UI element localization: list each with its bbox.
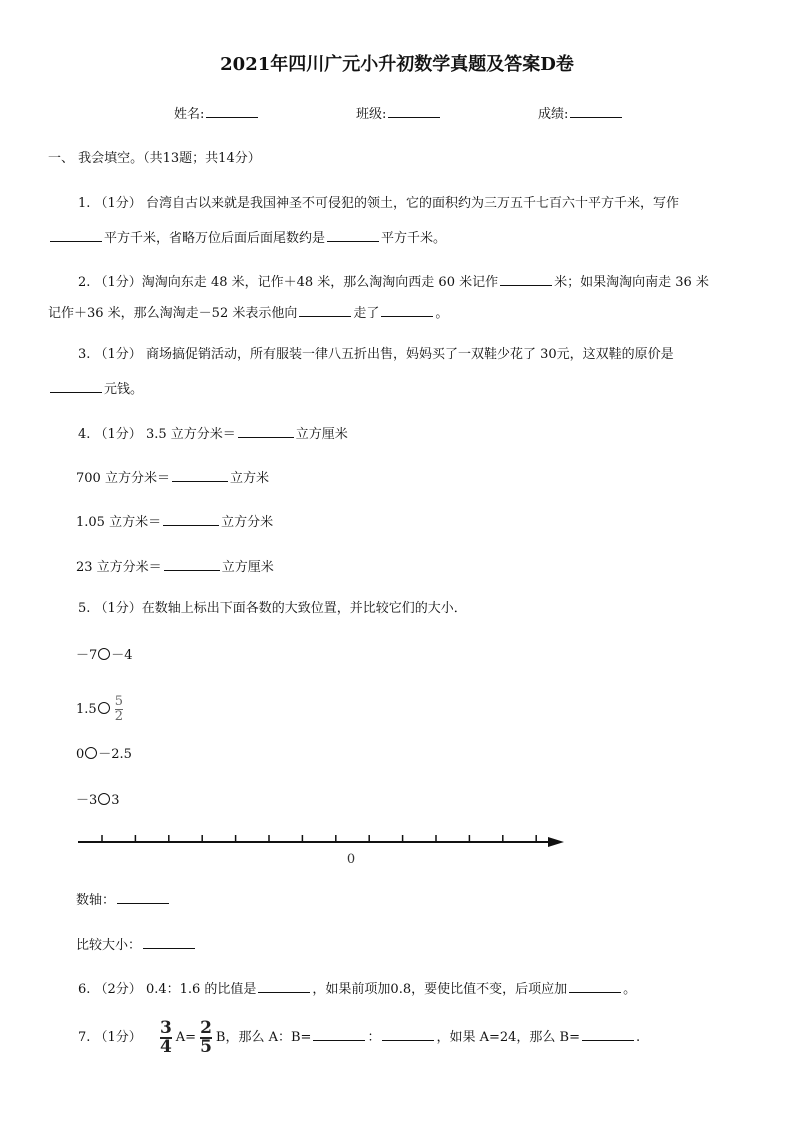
q5-r3-right: －2.5	[98, 747, 132, 762]
q4-text-b2: 立方米	[229, 471, 269, 486]
q7-f2-num: 2	[200, 1017, 212, 1038]
q5-r1-right: －4	[111, 648, 133, 663]
q5-compare-blank[interactable]	[143, 934, 195, 949]
score-label: 成绩:	[538, 107, 569, 122]
q3-blank-1[interactable]	[50, 378, 102, 393]
q7-blank-3[interactable]	[582, 1026, 634, 1041]
q2-text-b: 米；如果淘淘向南走 36 米	[554, 275, 709, 290]
q4-text-a2: 立方厘米	[295, 427, 348, 442]
q5-axis-answer	[76, 889, 171, 910]
compare-circle-3[interactable]	[85, 747, 97, 759]
q6-text-c: 。	[623, 982, 637, 997]
q5-r4-left: －3	[76, 793, 98, 808]
q2-blank-1[interactable]	[500, 271, 552, 286]
q7-text-b: B，那么 A：B=	[215, 1030, 312, 1045]
q2-text-c: 记作＋36 米，那么淘淘走－52 米表示他向	[48, 306, 298, 321]
q7-blank-2[interactable]	[382, 1026, 434, 1041]
q7-text-colon: ：	[367, 1030, 381, 1045]
q4-text-b1: 700 立方分米＝	[76, 471, 170, 486]
page-title: 2021年四川广元小升初数学真题及答案D卷	[220, 54, 574, 75]
q5-r2-left: 1.5	[76, 702, 97, 717]
q5-compare-answer	[76, 934, 197, 955]
q5-prompt: 5. （1分）在数轴上标出下面各数的大致位置，并比较它们的大小．	[78, 601, 467, 616]
q7-text-d: .	[636, 1030, 641, 1045]
q4-blank-3[interactable]	[163, 511, 219, 526]
q1-line1	[78, 195, 679, 213]
q1-text-b: 平方千米，省略万位后面后面尾数约是	[104, 231, 326, 246]
q2-blank-2[interactable]	[299, 302, 351, 317]
class-label: 班级:	[356, 107, 387, 122]
q5-fraction-num: 5	[114, 694, 123, 709]
section-heading: 一、 我会填空。（共13题；共14分）	[48, 151, 261, 166]
q5-fraction	[115, 696, 123, 723]
number-line-ticks	[102, 835, 536, 842]
q4-blank-4[interactable]	[164, 556, 220, 571]
name-field[interactable]	[174, 103, 260, 124]
q7-text-a: 7. （1分）	[78, 1030, 142, 1045]
q5-compare-row-2	[76, 692, 127, 728]
q4-line2	[76, 467, 269, 488]
q4-text-c2: 立方分米	[221, 515, 274, 530]
score-blank[interactable]	[570, 103, 622, 118]
q7-text-mid: A=	[175, 1030, 197, 1045]
q4-blank-1[interactable]	[238, 423, 294, 438]
q5-r1-left: －7	[76, 648, 98, 663]
q5-r4-right: 3	[111, 793, 120, 808]
q1-line2	[48, 227, 446, 248]
q5-compare-row-3	[76, 746, 132, 764]
q1-blank-2[interactable]	[327, 227, 379, 242]
q6-blank-2[interactable]	[569, 978, 621, 993]
compare-circle-1[interactable]	[98, 648, 110, 660]
q7-blank-1[interactable]	[313, 1026, 365, 1041]
q7-f1-den: 4	[159, 1036, 172, 1057]
q2-line1	[78, 271, 709, 292]
q3-text-b: 元钱。	[104, 382, 144, 397]
q6-text-b: ，如果前项加0.8，要使比值不变，后项应加	[312, 982, 568, 997]
q4-text-d2: 立方厘米	[221, 560, 274, 575]
q7-text-c: ，如果 A=24，那么 B=	[436, 1030, 581, 1045]
score-field[interactable]	[538, 103, 624, 124]
q3-line1	[78, 346, 674, 364]
q5-axis-blank[interactable]	[117, 889, 169, 904]
q7-fraction-1	[159, 1017, 172, 1057]
q5-compare-row-4	[76, 792, 120, 810]
q2-text-e: 。	[435, 306, 449, 321]
q5-r3-left: 0	[76, 747, 85, 762]
number-line[interactable]	[70, 825, 570, 867]
q1-text-c: 平方千米。	[381, 231, 447, 246]
q4-text-d1: 23 立方分米＝	[76, 560, 162, 575]
class-field[interactable]	[356, 103, 442, 124]
q4-text-c1: 1.05 立方米＝	[76, 515, 162, 530]
axis-zero-label: 0	[346, 852, 356, 867]
q5-axis-label: 数轴：	[76, 893, 116, 908]
q7-f2-den: 5	[200, 1036, 212, 1057]
q5-compare-label: 比较大小：	[76, 938, 142, 953]
q3-line2	[48, 378, 143, 399]
q4-line1	[78, 423, 348, 444]
q4-text-a1: 4. （1分） 3.5 立方分米＝	[78, 427, 236, 442]
q7-fraction-2	[200, 1017, 212, 1057]
number-line-arrow	[548, 837, 564, 847]
q4-blank-2[interactable]	[172, 467, 228, 482]
q7-line	[78, 1018, 640, 1058]
q7-f1-num: 3	[159, 1017, 172, 1038]
compare-circle-4[interactable]	[98, 793, 110, 805]
q6-line	[78, 978, 636, 999]
q6-blank-1[interactable]	[258, 978, 310, 993]
class-blank[interactable]	[388, 103, 440, 118]
q1-text-a: 1. （1分） 台湾自古以来就是我国神圣不可侵犯的领土，它的面积约为三万五千七百六十平方千米，写作	[78, 196, 679, 211]
q2-text-a: 2. （1分）淘淘向东走 48 米，记作＋48 米，那么淘淘向西走 60 米记作	[78, 275, 499, 290]
name-label: 姓名:	[174, 107, 205, 122]
q5-compare-row-1	[76, 647, 133, 665]
q2-line2	[48, 302, 448, 323]
q2-text-d: 走了	[353, 306, 380, 321]
q2-blank-3[interactable]	[381, 302, 433, 317]
q4-line4	[76, 556, 274, 577]
q4-line3	[76, 511, 273, 532]
compare-circle-2[interactable]	[98, 702, 110, 714]
name-blank[interactable]	[206, 103, 258, 118]
q6-text-a: 6. （2分） 0.4：1.6 的比值是	[78, 982, 257, 997]
q3-text-a: 3. （1分） 商场搞促销活动，所有服装一律八五折出售，妈妈买了一双鞋少花了 30元，这双鞋的原价是	[78, 347, 674, 362]
q5-fraction-den: 2	[114, 709, 123, 724]
q1-blank-1[interactable]	[50, 227, 102, 242]
